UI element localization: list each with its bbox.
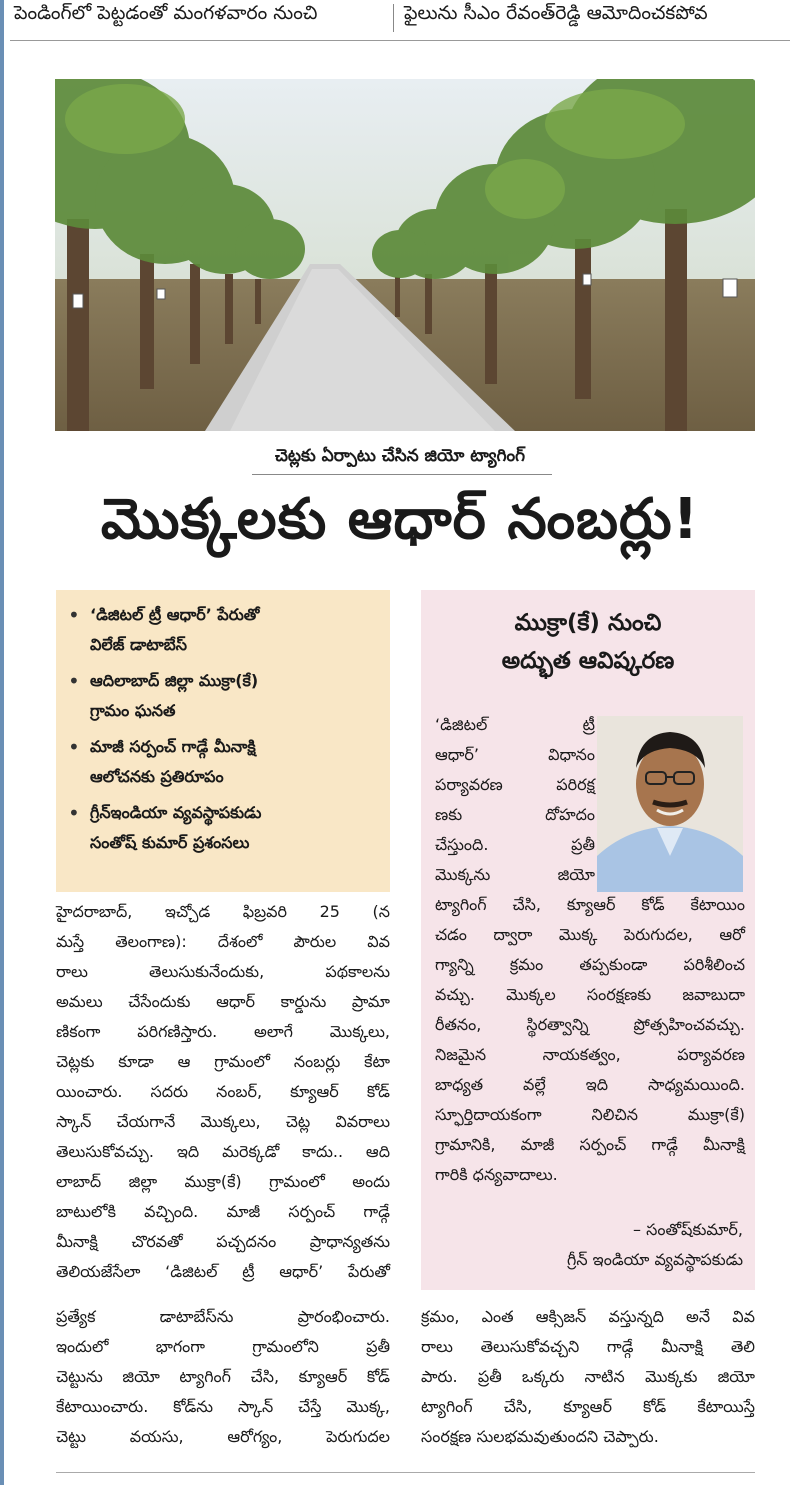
sidebar-quote-line: ట్యాగింగ్ చేసి, క్యూఆర్ కోడ్ కేటాయిం	[435, 895, 745, 914]
sidebar-quote-line: గారికి ధన్యవాదాలు.	[435, 1165, 558, 1184]
body-text-line: క్రమం, ఎంత ఆక్సిజన్ వస్తున్నది అనే వివ	[421, 1307, 755, 1326]
body-text-line: రాలు తెలుసుకునేందుకు, పథకాలను	[56, 962, 390, 981]
sidebar-title	[421, 604, 755, 680]
continued-text-right: ఫైలును సీఎం రేవంత్‌రెడ్డి ఆమోదించకపోవ	[404, 2, 708, 24]
quote-sidebar	[421, 590, 755, 1290]
sidebar-quote-line: రీతనం, స్థిరత్వాన్ని ప్రోత్సహించవచ్చు.	[435, 1015, 745, 1034]
top-continuation-strip	[0, 0, 800, 40]
column-divider	[393, 4, 394, 32]
highlights-box	[56, 590, 390, 892]
bullet-icon: •	[68, 801, 80, 825]
body-text-line: బాటులోకి వచ్చింది. మాజీ సర్పంచ్ గాడ్గే	[56, 1202, 390, 1221]
highlight-item	[68, 798, 378, 858]
bullet-icon: •	[68, 735, 80, 759]
body-text-line: మీనాక్షి చొరవతో పచ్చదనం ప్రాధాన్యతను	[56, 1232, 390, 1251]
page-edge	[0, 0, 4, 1485]
article-body-left-bottom	[56, 1302, 390, 1452]
highlight-line: గ్రీన్‌ఇండియా వ్యవస్థాపకుడు	[90, 803, 262, 822]
body-text-line: చెట్లకు కూడా ఆ గ్రామంలో నంబర్లు కేటా	[56, 1052, 390, 1071]
body-text-line: యించారు. సదరు నంబర్, క్యూఆర్ కోడ్	[56, 1082, 390, 1101]
sidebar-quote-line: గ్రామానికి, మాజీ సర్పంచ్ గాడ్గే మీనాక్షి	[435, 1135, 745, 1154]
sidebar-quote-line: బాధ్యత వల్లే ఇది సాధ్యమయింది.	[435, 1075, 745, 1094]
sidebar-quote-line: పర్యావరణ పరిరక్ష	[435, 775, 595, 794]
bullet-icon: •	[68, 669, 80, 693]
sidebar-quote-line: గ్యాన్ని క్రమం తప్పకుండా పరిశీలించ	[435, 955, 745, 974]
body-text-line: స్కాన్ చేయగానే మొక్కలు, చెట్ల వివరాలు	[56, 1112, 390, 1131]
top-rule	[10, 40, 790, 41]
article-headline: మొక్కలకు ఆధార్ నంబర్లు!	[100, 487, 700, 552]
body-text-line: మస్తే తెలంగాణ): దేశంలో పౌరుల వివ	[56, 932, 390, 951]
body-text-line: ప్రత్యేక డాటాబేస్‌ను ప్రారంభించారు.	[56, 1307, 390, 1326]
quote-author-title: గ్రీన్ ఇండియా వ్యవస్థాపకుడు	[567, 1250, 743, 1269]
body-text-line: చెట్టు వయసు, ఆరోగ్యం, పెరుగుదల	[56, 1427, 390, 1446]
highlight-line: ఆలోచనకు ప్రతిరూపం	[90, 767, 224, 786]
sidebar-quote-line: నిజమైన నాయకత్వం, పర్యావరణ	[435, 1045, 745, 1064]
bullet-icon: •	[68, 603, 80, 627]
sidebar-quote-line: స్ఫూర్తిదాయకంగా నిలిచిన ముక్రా(కే)	[435, 1105, 745, 1124]
highlight-line: ‘డిజిటల్ ట్రీ ఆధార్’ పేరుతో	[90, 605, 260, 624]
sidebar-quote-line: వచ్చు. మొక్కల సంరక్షణకు జవాబుదా	[435, 985, 745, 1004]
body-text-line: రాలు తెలుసుకోవచ్చని గాడ్గే మీనాక్షి తెలి	[421, 1337, 755, 1356]
highlight-line: విలేజ్ డాటాబేస్	[90, 635, 188, 654]
body-text-line: పారు. ప్రతీ ఒక్కరు నాటిన మొక్కకు జియో	[421, 1367, 755, 1386]
body-text-line: ఇందులో భాగంగా గ్రామంలోని ప్రతీ	[56, 1337, 390, 1356]
photo-caption: చెట్లకు ఏర్పాటు చేసిన జియో ట్యాగింగ్	[274, 446, 526, 466]
highlight-item	[68, 600, 378, 660]
body-text-line: తెలుసుకోవచ్చు. ఇది మరెక్కడో కాదు.. ఆది	[56, 1142, 390, 1161]
body-text-line: కేటాయించారు. కోడ్‌ను స్కాన్ చేస్తే మొక్క,	[56, 1397, 390, 1416]
body-text-line: సంరక్షణ సులభమవుతుందని చెప్పారు.	[421, 1427, 659, 1446]
article-body-left-top	[56, 897, 390, 1287]
sidebar-quote-line: మొక్కను జియో	[435, 865, 595, 884]
highlight-item	[68, 732, 378, 792]
portrait-illustration	[597, 716, 743, 892]
article-body-right-bottom	[421, 1302, 755, 1452]
quote-author: – సంతోష్‌కుమార్,	[633, 1220, 743, 1239]
body-text-line: తెలియజేసేలా ‘డిజిటల్ ట్రీ ఆధార్’ పేరుతో	[56, 1262, 390, 1281]
body-text-line: లాబాద్ జిల్లా ముక్రా(కే) గ్రామంలో అందు	[56, 1172, 390, 1191]
highlight-item	[68, 666, 378, 726]
sidebar-quote-line: చేస్తుంది. ప్రతీ	[435, 835, 595, 854]
highlight-line: మాజీ సర్పంచ్ గాడ్గే మీనాక్షి	[90, 737, 256, 756]
portrait-photo	[597, 716, 743, 892]
sidebar-quote-line: చడం ద్వారా మొక్క పెరుగుదల, ఆరో	[435, 925, 745, 944]
caption-rule	[252, 474, 552, 475]
body-text-line: అమలు చేసేందుకు ఆధార్ కార్డును ప్రామా	[56, 992, 390, 1011]
sidebar-title-line: అద్భుత ఆవిష్కరణ	[501, 648, 675, 674]
body-text-line: హైదరాబాద్, ఇచ్చోడ ఫిబ్రవరి 25 (న	[56, 902, 390, 921]
sidebar-quote-line: ‘డిజిటల్ ట్రీ	[435, 715, 595, 734]
body-text-line: ట్యాగింగ్ చేసి, క్యూఆర్ కోడ్ కేటాయిస్తే	[421, 1397, 755, 1416]
continued-text-left: పెండింగ్‌లో పెట్టడంతో మంగళవారం నుంచి	[14, 2, 318, 24]
body-text-line: చెట్టును జియో ట్యాగింగ్ చేసి, క్యూఆర్ కోడ్	[56, 1367, 390, 1386]
highlight-line: సంతోష్ కుమార్ ప్రశంసలు	[90, 833, 250, 852]
tree-road-illustration	[55, 79, 755, 431]
highlight-line: గ్రామం ఘనత	[90, 701, 176, 720]
sidebar-title-line: ముక్రా(కే) నుంచి	[514, 610, 662, 636]
body-text-line: ణికంగా పరిగణిస్తారు. అలాగే మొక్కలు,	[56, 1022, 390, 1041]
sidebar-quote-line: ణకు దోహదం	[435, 805, 595, 824]
tree-lined-road-photo	[55, 79, 755, 431]
highlight-line: ఆదిలాబాద్ జిల్లా ముక్రా(కే)	[90, 671, 259, 690]
sidebar-quote-line: ఆధార్’ విధానం	[435, 745, 595, 764]
bottom-rule	[56, 1472, 755, 1473]
